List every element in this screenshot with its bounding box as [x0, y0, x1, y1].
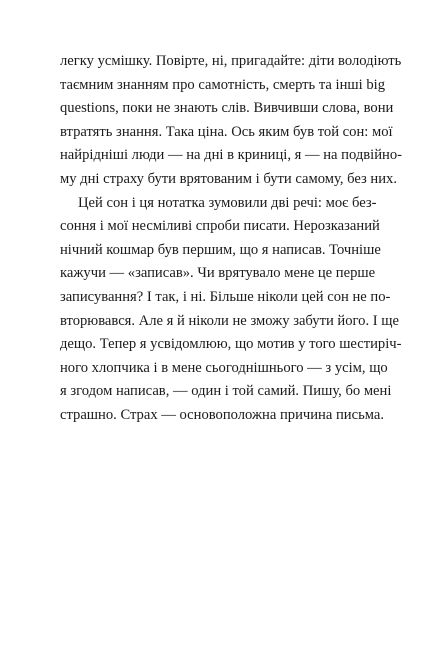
text-line: му дні страху бути врятованим і бути самому, без них.	[60, 170, 398, 187]
text-line: дещо. Тепер я усвідомлюю, що мотив у того шестиріч-	[60, 336, 402, 353]
text-line: кажучи — «записав». Чи врятувало мене це перше	[60, 265, 376, 282]
text-line: Цей сон і ця нотатка зумовили дві речі: моє без-	[78, 194, 377, 211]
text-line: найрідніші люди — на дні в криниці, я — на подвійно-	[60, 147, 403, 164]
text-line: нічний кошмар був першим, що я написав. Точніше	[60, 241, 381, 258]
text-line: вторювався. Але я й ніколи не зможу забути його. І ще	[60, 312, 399, 329]
text-line: questions, поки не знають слів. Вивчивши слова, вони	[60, 100, 394, 117]
paragraph	[60, 192, 402, 428]
text-line: легку усмішку. Повірте, ні, пригадайте: діти володіють	[60, 53, 402, 69]
page-text	[60, 50, 403, 428]
text-line: я згодом написав, — один і той самий. Пишу, бо мені	[60, 383, 392, 400]
text-line: ного хлопчика і в мене сьогоднішнього — з усім, що	[60, 359, 388, 376]
paragraph	[60, 50, 403, 192]
text-line: втратять знання. Така ціна. Ось яким був той сон: мої	[60, 123, 393, 140]
text-line: записування? І так, і ні. Більше ніколи цей сон не по-	[60, 288, 391, 305]
text-line: страшно. Страх — основоположна причина письма.	[60, 406, 385, 423]
text-line: таємним знанням про самотність, смерть та інші big	[60, 76, 385, 93]
text-line: соння і мої несміливі спроби писати. Нерозказаний	[60, 218, 380, 235]
